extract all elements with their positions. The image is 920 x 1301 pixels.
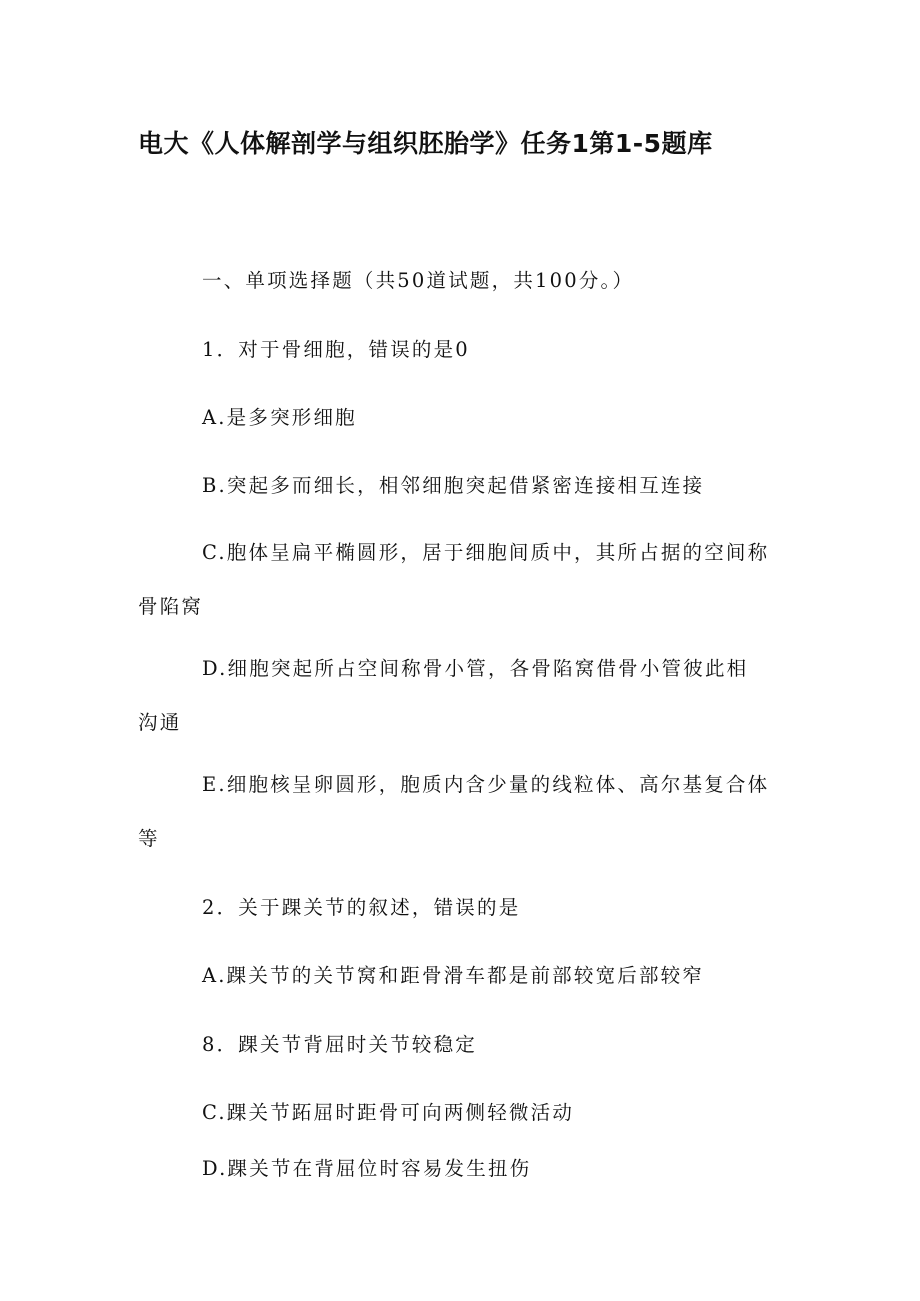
question-1-option-c: C.胞体呈扁平椭圆形，居于细胞间质中，其所占据的空间称骨陷窝 bbox=[138, 541, 770, 618]
document-title: 电大《人体解剖学与组织胚胎学》任务1第1-5题库 bbox=[138, 129, 713, 158]
question-2-stem: 2．关于踝关节的叙述，错误的是 bbox=[202, 896, 521, 919]
question-2-option-a: A.踝关节的关节窝和距骨滑车都是前部较宽后部较窄 bbox=[202, 964, 705, 987]
question-2-option-b: 8．踝关节背屈时关节较稳定 bbox=[202, 1033, 478, 1056]
question-2-option-c: C.踝关节跖屈时距骨可向两侧轻微活动 bbox=[202, 1101, 575, 1124]
section-heading: 一、单项选择题（共50道试题，共100分。） bbox=[202, 269, 635, 292]
question-2-option-d: D.踝关节在背屈位时容易发生扭伤 bbox=[202, 1157, 532, 1180]
question-1-option-d: D.细胞突起所占空间称骨小管，各骨陷窝借骨小管彼此相沟通 bbox=[138, 657, 749, 734]
question-1-option-b: B.突起多而细长，相邻细胞突起借紧密连接相互连接 bbox=[202, 474, 705, 497]
question-1-option-e: E.细胞核呈卵圆形，胞质内含少量的线粒体、高尔基复合体等 bbox=[138, 773, 770, 850]
question-1-stem: 1．对于骨细胞，错误的是0 bbox=[202, 338, 470, 361]
question-1-option-a: A.是多突形细胞 bbox=[202, 406, 357, 429]
